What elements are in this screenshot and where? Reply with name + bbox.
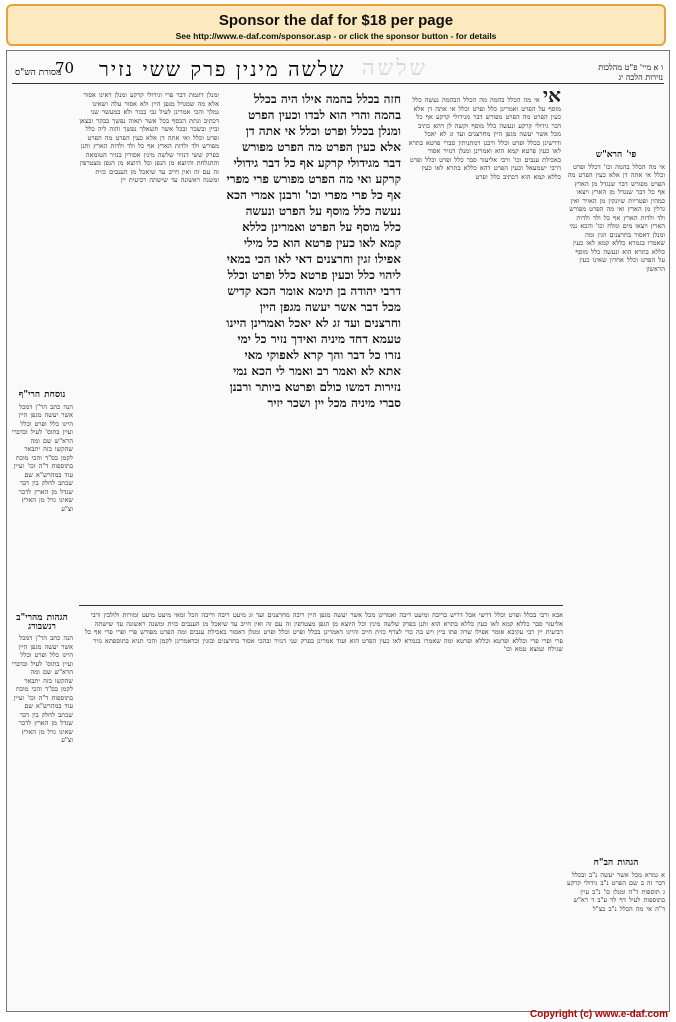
rosh-heading: פי' הרא"ש (595, 150, 637, 160)
ribach-text: הנה כתב הר"ן דמכל אשר יעשה מגפן היין היינו כלל ופרט וכלל ועיין בתוס' לעיל ובדברי הרא"ש שם ומה שהקשו בזה יתבאר לקמן בס"ד והכי מוכח בתוספות ד"ה וכו' ועיין עוד במהרש"א שם שכתב לחלק בין דבר שגדל מן הארץ לדבר שאינו גדל מן הארץ וצ"ע (11, 402, 73, 513)
bach-column (567, 856, 665, 1001)
gemara-column (225, 91, 401, 591)
ein-mishpat: ו א מיי' פ"ט מהלכות נזירות הלכה יג (598, 63, 663, 82)
page-number: 70 (55, 59, 75, 77)
sponsor-subtitle: See http://www.e-daf.com/sponsor.asp - or click the sponsor button - for details (175, 31, 497, 41)
left-heading-rif: נוסחת הרי"ף (18, 390, 66, 400)
left-margin-column (11, 91, 73, 611)
bach-heading: הגהות הב"ח (593, 858, 639, 868)
sponsor-banner[interactable] (6, 4, 666, 46)
chapter-title: שלשה מינין פרק ששי נזיר (99, 57, 346, 81)
tosafot-text: ומנלן דוגמת דבר פרי וגידולי קרקע ומנלן דאינו אסור אלא מה שמגדל מגפן היין ולא אסור עלה ושאינו נמלך והכי אמרינן לעיל גבי בכור ולא במעשר שני דכתיב ונתת הכסף בכל אשר תאוה נפשך בבקר ובצאן וביין ובשכר ובכל אשר תשאלך נפשך והוה ליה כלל ופרט וכלל ואי אתה דן אלא כעין הפרט מה הפרט מפורש ולד ולדות הארץ אף כל ולד ולדות הארץ ותנן בפרק ששי דנזיר שלשה מינין אסורין בנזיר הטומאה והתגלחת והיוצא מן הגפן וכל היוצא מן הגפן מצטרפין זה עם זה ואין חייב עד שיאכל מן הענבים כזית ומשנה ראשונה עד שישתה רביעית יין (79, 91, 219, 184)
ribach-lower-text: הנה כתב הר"ן דמכל אשר יעשה מגפן היין היינו כלל ופרט וכלל ועיין בתוס' לעיל ובדברי הרא"ש שם ומה שהקשו בזה יתבאר לקמן בס"ד והכי מוכח בתוספות ד"ה וכו' ועיין עוד במהרש"א שם שכתב לחלק בין דבר שגדל מן הארץ לדבר שאינו גדל מן הארץ וצ"ע (11, 634, 73, 744)
tosafot-column (79, 91, 219, 601)
middle-rule (79, 605, 563, 606)
gemara-intro-word: אי (542, 91, 561, 107)
rosh-text: אי מה הכלל בהמה וכו' דכלל ופרט וכלל אי אתה דן אלא כעין הפרט מה הפרט מפורש דבר שנגדל מן הארץ אף כל דבר שנגדל מן הארץ ויצאו כמהין ופטריות שיונקין מן האויר ואין גדלין מן הארץ ואי מה הפרט מפורש ולד ולדות הארץ אף כל ולד ולדות הארץ ויצאו מים ומלח וכו' והכא נמי ומנלן דאסור בחרצנים וזגין ומה שאמרו בגמרא כללא קמא לאו כעין כללא בתרא הוא ונעשה כלל מוסף על הפרט וכלל אחרון שאינו כעין הראשון (567, 162, 665, 273)
talmud-page (6, 50, 670, 1012)
left-heading-ribach: הגהות מהרי"ב רנשבורג (16, 613, 68, 632)
rashi-column (407, 91, 561, 601)
rosh-column (567, 91, 665, 851)
bottom-text: אבא ורבי בכלל ופרט וכלל דרשי אבל דריש בריבה ומיעט ריבה ואמרינן מכל אשר יעשה מגפן היין ריבה מחרצנים ועד זג מיעט ריבה וריבה הכל ומאי מיעט מיעט זמורות ולולבין ורבי אליעזר סבר כללא קמא לאו כעין כללא בתרא הוא ותנן בפרק שלשה מינין וכל היוצא מן הגפן מצטרפין זה עם זה ואין חייב עד שיאכל מן הענבים כזית ומשנה ראשונה עד שישתה רביעית יין רבי עקיבא אומר אפילו שרה פתו ביין ויש בה כדי לצרף כזית חייב והיינו דאמרינן בכלל ופרט וכלל ופרט ומנלן דאסור באכילת ענבים ומה הפרט מפורש פרי ופרי פרי אף כל פרי ופרי פרי וכללא ופרטא וכללא ופרטא ומה שאמרו בגמרא לאו כעין הפרט הוא ועוד אמרינן בפרק שני דנזיר ובהכי אסור בחרצנים ובזגין וכדאמרינן לקמן והכי תניא בתוספתא נזיר שגילח ונמצא טמא וכו' (84, 611, 563, 653)
sponsor-title[interactable]: Sponsor the daf for $18 per page (218, 12, 454, 29)
header-rule (12, 83, 664, 84)
page-header (7, 57, 669, 81)
mesorah-label: מסורת הש"ס (15, 68, 62, 78)
copyright-notice[interactable]: Copyright (c) www.e-daf.com (530, 1009, 668, 1020)
ghost-title: שלשה (362, 56, 429, 81)
bottom-commentary (79, 611, 563, 1001)
gemara-text: חזה בכלל בהמה אילו היה בכלל בהמה והרי הוא לבדו וכעין הפרט ומנלן בכלל ופרט וכלל אי אתה דן אלא כעין הפרט מה הפרט מפורש דבר מגידולי קרקע אף כל דבר גידולי קרקע ואי מה הפרט מפורש פרי מפרי אף כל פרי מפרי וכו' ורבנן אמרי הכא נעשה כלל מוסף על הפרט ונעשה כלל מוסף על הפרט ואמרינן כללא קמא לאו כעין פרטא הוא כל מילי אפילו זגין וחרצנים דאי לאו הכי במאי ליהוי כלל וכעין פרטא כלל ופרט וכלל דרבי יהודה בן תימא אומר הכא קדיש מכל דבר אשר יעשה מגפן היין וחרצנים ועד זג לא יאכל ואמרינן היינו טעמא דחד מיניה ואידך נזיר כל ימי נזרו כל דבר והך קרא לאפוקי מאי אתא לא ואמר רב ואמר לי הכא נמי נזירות דמשו כולם ופרטא ביותר ורבנן סברי מיניה מכל יין ושכר יזיר (226, 92, 401, 410)
rashi-text: אי מה הכלל בהמה מה הכלל הבהמה נעשה כלל מוסף על הפרט ואמרינן כלל ופרט וכלל אי אתה דן אלא כעין הפרט מה הפרט מפורש דבר מגידולי קרקע אף כל דבר גידולי קרקע ונעשה כלל מוסף וקשה לן דהא כתיב מכל אשר יעשה מגפן היין מחרצנים ועד זג לא יאכל ודרשינן בכלל ופרט וכלל ורבנן דמתניתין סברי פרטא בתרא לאו כעין פרטא קמא הוא ואמרינן ומנלן דנזיר אסור באכילת ענבים וכו' ורבי אליעזר סבר כלל ופרט וכלל ופרט דרבי ישמעאל וכעין הפרט דהא כללא בתרא לאו כעין כללא קמא הוא דכתיב כלל ופרט (408, 96, 561, 181)
left-lower-column (11, 611, 73, 996)
bach-text: א גמרא מכל אשר יעשה נ"ב ובכלל דבר זה ב שם הפרט נ"ב גידולי קרקע ג תוספות ד"ה ומנלן כו' נ"ב עיין בתוספות לעיל דף לד ע"ב ד רא"ש ד"ה אי מה הכלל נ"ב כצ"ל (567, 870, 665, 913)
